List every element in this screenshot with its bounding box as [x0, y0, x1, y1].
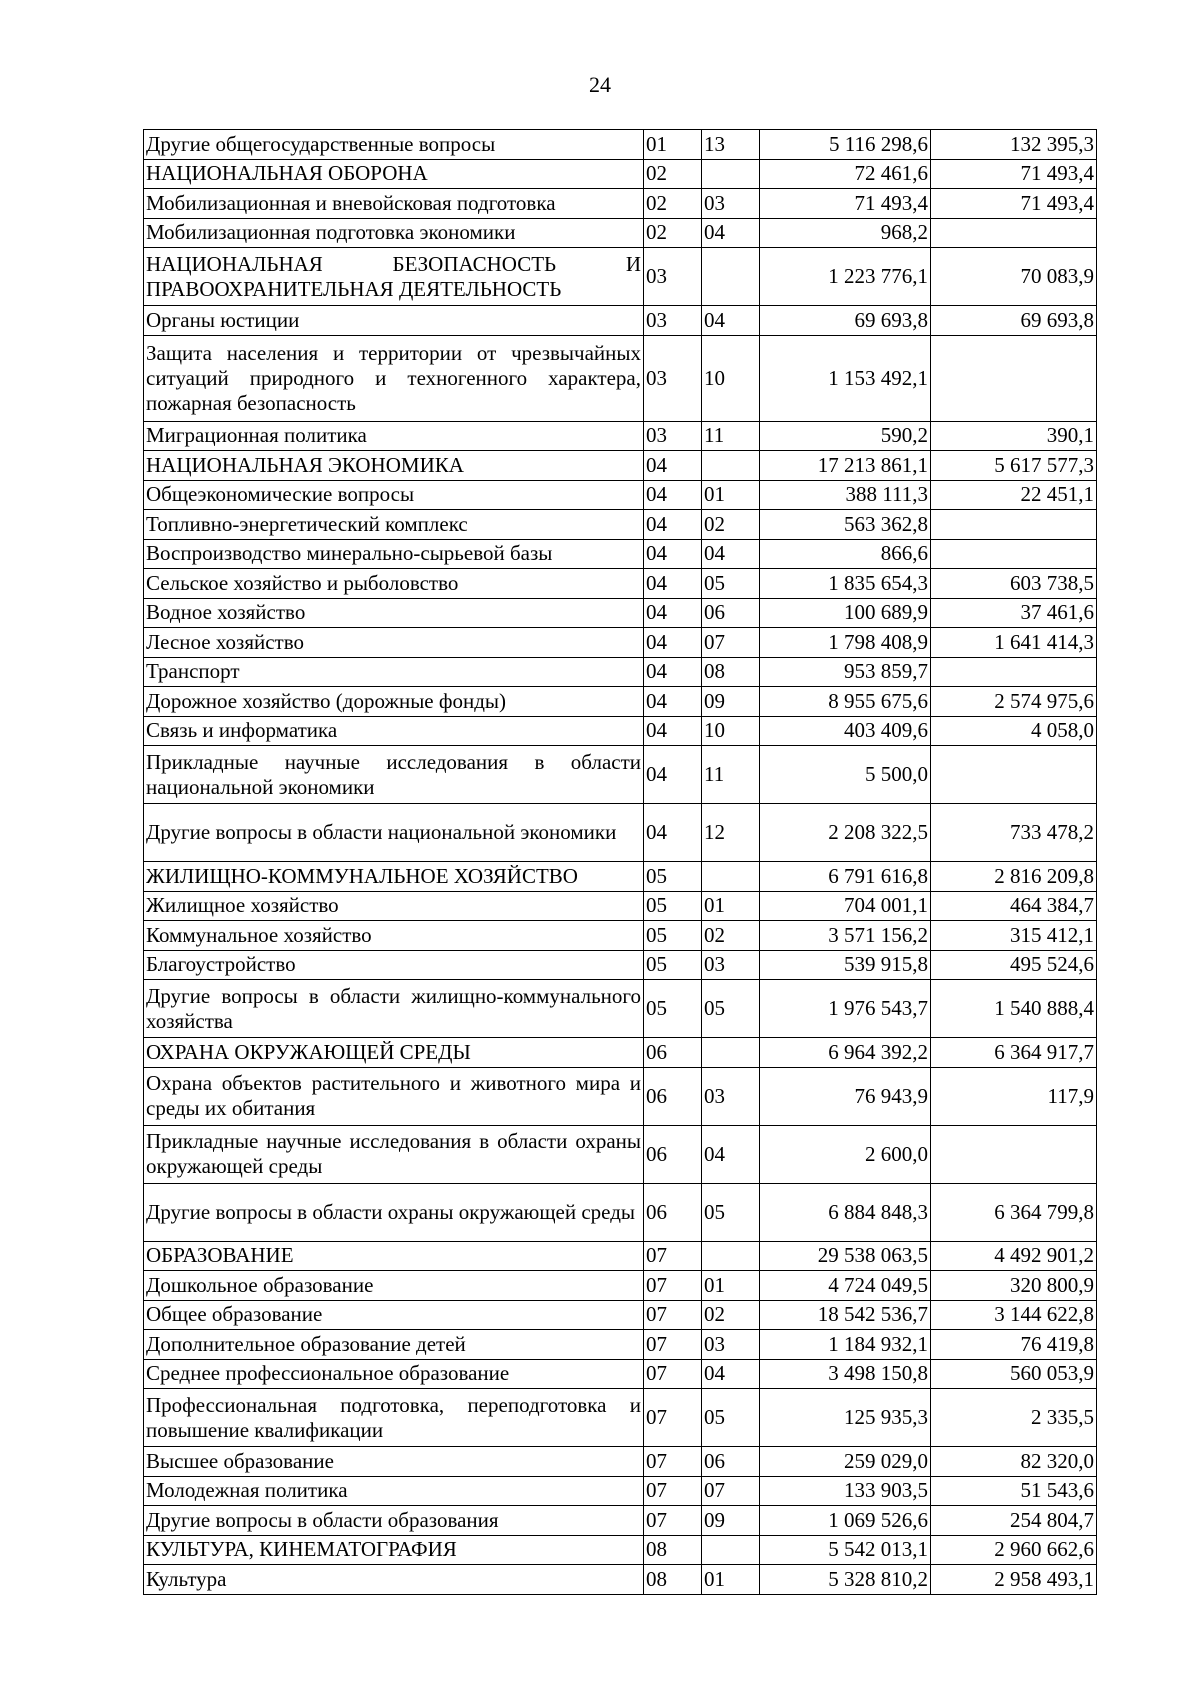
- total-amount-cell: 1 976 543,7: [760, 980, 931, 1038]
- subsection-code-cell: [702, 248, 760, 306]
- subsection-code-cell: 05: [702, 569, 760, 599]
- row-name-cell: Культура: [144, 1565, 644, 1595]
- subsection-code-cell: 04: [702, 539, 760, 569]
- subsection-code-cell: 03: [702, 189, 760, 219]
- table-row: [144, 510, 1097, 540]
- total-amount-cell: 2 600,0: [760, 1125, 931, 1183]
- row-name-cell: Сельское хозяйство и рыболовство: [144, 569, 644, 599]
- subsection-code-cell: 04: [702, 1359, 760, 1389]
- table-row: [144, 804, 1097, 862]
- section-code-cell: 03: [644, 335, 702, 421]
- table-row: [144, 1447, 1097, 1477]
- row-name-cell: НАЦИОНАЛЬНАЯ БЕЗОПАСНОСТЬ И ПРАВООХРАНИТЕЛЬНАЯ ДЕЯТЕЛЬНОСТЬ: [144, 248, 644, 306]
- subsection-code-cell: 05: [702, 1183, 760, 1241]
- subsection-code-cell: 05: [702, 1389, 760, 1447]
- total-amount-cell: 5 116 298,6: [760, 130, 931, 160]
- section-code-cell: 04: [644, 598, 702, 628]
- subsection-code-cell: 09: [702, 687, 760, 717]
- table-row: [144, 130, 1097, 160]
- row-name-cell: Связь и информатика: [144, 716, 644, 746]
- table-row: [144, 628, 1097, 658]
- row-name-cell: Топливно-энергетический комплекс: [144, 510, 644, 540]
- table-row: [144, 248, 1097, 306]
- section-code-cell: 08: [644, 1565, 702, 1595]
- total-amount-cell: 3 498 150,8: [760, 1359, 931, 1389]
- subsection-code-cell: 07: [702, 1476, 760, 1506]
- table-row: [144, 657, 1097, 687]
- row-name-cell: Благоустройство: [144, 950, 644, 980]
- total-amount-cell: 1 069 526,6: [760, 1506, 931, 1536]
- table-row: [144, 1359, 1097, 1389]
- row-name-cell: НАЦИОНАЛЬНАЯ ЭКОНОМИКА: [144, 451, 644, 481]
- section-code-cell: 02: [644, 159, 702, 189]
- total-amount-cell: 563 362,8: [760, 510, 931, 540]
- total-amount-cell: 403 409,6: [760, 716, 931, 746]
- subsection-code-cell: 10: [702, 716, 760, 746]
- subsection-code-cell: [702, 1241, 760, 1271]
- total-amount-cell: 29 538 063,5: [760, 1241, 931, 1271]
- section-code-cell: 05: [644, 862, 702, 892]
- subvention-amount-cell: 390,1: [931, 421, 1097, 451]
- subvention-amount-cell: 4 058,0: [931, 716, 1097, 746]
- subvention-amount-cell: 560 053,9: [931, 1359, 1097, 1389]
- total-amount-cell: 1 835 654,3: [760, 569, 931, 599]
- table-row: [144, 1300, 1097, 1330]
- row-name-cell: Общеэкономические вопросы: [144, 480, 644, 510]
- subvention-amount-cell: 5 617 577,3: [931, 451, 1097, 481]
- subvention-amount-cell: 71 493,4: [931, 189, 1097, 219]
- total-amount-cell: 6 791 616,8: [760, 862, 931, 892]
- total-amount-cell: 388 111,3: [760, 480, 931, 510]
- total-amount-cell: 71 493,4: [760, 189, 931, 219]
- subvention-amount-cell: 71 493,4: [931, 159, 1097, 189]
- table-row: [144, 687, 1097, 717]
- total-amount-cell: 2 208 322,5: [760, 804, 931, 862]
- section-code-cell: 06: [644, 1183, 702, 1241]
- section-code-cell: 05: [644, 980, 702, 1038]
- table-row: [144, 218, 1097, 248]
- section-code-cell: 08: [644, 1535, 702, 1565]
- subvention-amount-cell: 2 335,5: [931, 1389, 1097, 1447]
- row-name-cell: Транспорт: [144, 657, 644, 687]
- subvention-amount-cell: 1 540 888,4: [931, 980, 1097, 1038]
- subsection-code-cell: 01: [702, 891, 760, 921]
- section-code-cell: 04: [644, 510, 702, 540]
- row-name-cell: Другие вопросы в области образования: [144, 1506, 644, 1536]
- row-name-cell: Лесное хозяйство: [144, 628, 644, 658]
- section-code-cell: 04: [644, 716, 702, 746]
- total-amount-cell: 3 571 156,2: [760, 921, 931, 951]
- row-name-cell: Профессиональная подготовка, переподготовка и повышение квалификации: [144, 1389, 644, 1447]
- section-code-cell: 04: [644, 804, 702, 862]
- table-row: [144, 159, 1097, 189]
- table-row: [144, 950, 1097, 980]
- subsection-code-cell: 09: [702, 1506, 760, 1536]
- row-name-cell: Дорожное хозяйство (дорожные фонды): [144, 687, 644, 717]
- subsection-code-cell: [702, 1038, 760, 1068]
- section-code-cell: 02: [644, 189, 702, 219]
- subsection-code-cell: 01: [702, 1565, 760, 1595]
- total-amount-cell: 968,2: [760, 218, 931, 248]
- subvention-amount-cell: 254 804,7: [931, 1506, 1097, 1536]
- row-name-cell: Другие вопросы в области жилищно-коммунального хозяйства: [144, 980, 644, 1038]
- subvention-amount-cell: 603 738,5: [931, 569, 1097, 599]
- subvention-amount-cell: [931, 657, 1097, 687]
- row-name-cell: Прикладные научные исследования в области охраны окружающей среды: [144, 1125, 644, 1183]
- subvention-amount-cell: [931, 335, 1097, 421]
- section-code-cell: 03: [644, 421, 702, 451]
- total-amount-cell: 1 223 776,1: [760, 248, 931, 306]
- row-name-cell: Жилищное хозяйство: [144, 891, 644, 921]
- total-amount-cell: 953 859,7: [760, 657, 931, 687]
- subvention-amount-cell: 2 960 662,6: [931, 1535, 1097, 1565]
- section-code-cell: 03: [644, 306, 702, 336]
- total-amount-cell: 72 461,6: [760, 159, 931, 189]
- subvention-amount-cell: 733 478,2: [931, 804, 1097, 862]
- section-code-cell: 07: [644, 1506, 702, 1536]
- row-name-cell: Защита населения и территории от чрезвычайных ситуаций природного и техногенного характера, пожарная безопасность: [144, 335, 644, 421]
- row-name-cell: Дошкольное образование: [144, 1271, 644, 1301]
- section-code-cell: 04: [644, 746, 702, 804]
- table-row: [144, 451, 1097, 481]
- table-row: [144, 335, 1097, 421]
- subsection-code-cell: 01: [702, 480, 760, 510]
- total-amount-cell: 76 943,9: [760, 1067, 931, 1125]
- subvention-amount-cell: 3 144 622,8: [931, 1300, 1097, 1330]
- table-row: [144, 1125, 1097, 1183]
- subsection-code-cell: 06: [702, 1447, 760, 1477]
- section-code-cell: 07: [644, 1476, 702, 1506]
- section-code-cell: 04: [644, 480, 702, 510]
- table-row: [144, 1535, 1097, 1565]
- subsection-code-cell: [702, 451, 760, 481]
- budget-table: [143, 129, 1097, 1595]
- total-amount-cell: 125 935,3: [760, 1389, 931, 1447]
- subsection-code-cell: 03: [702, 1067, 760, 1125]
- total-amount-cell: 6 884 848,3: [760, 1183, 931, 1241]
- total-amount-cell: 5 328 810,2: [760, 1565, 931, 1595]
- section-code-cell: 04: [644, 451, 702, 481]
- subvention-amount-cell: 315 412,1: [931, 921, 1097, 951]
- subsection-code-cell: 03: [702, 950, 760, 980]
- subvention-amount-cell: [931, 746, 1097, 804]
- section-code-cell: 07: [644, 1300, 702, 1330]
- total-amount-cell: 18 542 536,7: [760, 1300, 931, 1330]
- total-amount-cell: 8 955 675,6: [760, 687, 931, 717]
- section-code-cell: 04: [644, 569, 702, 599]
- total-amount-cell: 17 213 861,1: [760, 451, 931, 481]
- section-code-cell: 04: [644, 539, 702, 569]
- total-amount-cell: 1 798 408,9: [760, 628, 931, 658]
- subvention-amount-cell: 464 384,7: [931, 891, 1097, 921]
- subsection-code-cell: 02: [702, 1300, 760, 1330]
- table-row: [144, 539, 1097, 569]
- row-name-cell: ОХРАНА ОКРУЖАЮЩЕЙ СРЕДЫ: [144, 1038, 644, 1068]
- row-name-cell: Мобилизационная подготовка экономики: [144, 218, 644, 248]
- subvention-amount-cell: 495 524,6: [931, 950, 1097, 980]
- total-amount-cell: 5 542 013,1: [760, 1535, 931, 1565]
- subvention-amount-cell: 82 320,0: [931, 1447, 1097, 1477]
- subsection-code-cell: [702, 159, 760, 189]
- table-row: [144, 1067, 1097, 1125]
- table-row: [144, 716, 1097, 746]
- subvention-amount-cell: [931, 1125, 1097, 1183]
- section-code-cell: 06: [644, 1067, 702, 1125]
- row-name-cell: Дополнительное образование детей: [144, 1330, 644, 1360]
- table-row: [144, 189, 1097, 219]
- page-number: 24: [589, 72, 611, 97]
- total-amount-cell: 1 153 492,1: [760, 335, 931, 421]
- row-name-cell: ОБРАЗОВАНИЕ: [144, 1241, 644, 1271]
- table-row: [144, 1241, 1097, 1271]
- row-name-cell: Прикладные научные исследования в области национальной экономики: [144, 746, 644, 804]
- subvention-amount-cell: 2 958 493,1: [931, 1565, 1097, 1595]
- subsection-code-cell: 05: [702, 980, 760, 1038]
- subsection-code-cell: 12: [702, 804, 760, 862]
- table-row: [144, 569, 1097, 599]
- subvention-amount-cell: [931, 510, 1097, 540]
- subvention-amount-cell: 320 800,9: [931, 1271, 1097, 1301]
- table-row: [144, 746, 1097, 804]
- table-row: [144, 1565, 1097, 1595]
- budget-table-body: [144, 130, 1097, 1595]
- row-name-cell: Другие вопросы в области национальной экономики: [144, 804, 644, 862]
- total-amount-cell: 133 903,5: [760, 1476, 931, 1506]
- table-row: [144, 921, 1097, 951]
- subsection-code-cell: 04: [702, 306, 760, 336]
- subsection-code-cell: [702, 862, 760, 892]
- section-code-cell: 07: [644, 1241, 702, 1271]
- section-code-cell: 06: [644, 1038, 702, 1068]
- subvention-amount-cell: 2 574 975,6: [931, 687, 1097, 717]
- subvention-amount-cell: 117,9: [931, 1067, 1097, 1125]
- table-row: [144, 1038, 1097, 1068]
- subsection-code-cell: 13: [702, 130, 760, 160]
- section-code-cell: 07: [644, 1271, 702, 1301]
- subsection-code-cell: 01: [702, 1271, 760, 1301]
- row-name-cell: Среднее профессиональное образование: [144, 1359, 644, 1389]
- subsection-code-cell: 08: [702, 657, 760, 687]
- section-code-cell: 01: [644, 130, 702, 160]
- section-code-cell: 04: [644, 628, 702, 658]
- subsection-code-cell: 06: [702, 598, 760, 628]
- total-amount-cell: 100 689,9: [760, 598, 931, 628]
- row-name-cell: Другие вопросы в области охраны окружающей среды: [144, 1183, 644, 1241]
- subvention-amount-cell: [931, 539, 1097, 569]
- subsection-code-cell: 02: [702, 921, 760, 951]
- table-row: [144, 480, 1097, 510]
- subvention-amount-cell: 51 543,6: [931, 1476, 1097, 1506]
- row-name-cell: Другие общегосударственные вопросы: [144, 130, 644, 160]
- table-row: [144, 1330, 1097, 1360]
- total-amount-cell: 704 001,1: [760, 891, 931, 921]
- subsection-code-cell: 03: [702, 1330, 760, 1360]
- row-name-cell: Мобилизационная и вневойсковая подготовка: [144, 189, 644, 219]
- table-row: [144, 1389, 1097, 1447]
- row-name-cell: НАЦИОНАЛЬНАЯ ОБОРОНА: [144, 159, 644, 189]
- section-code-cell: 05: [644, 921, 702, 951]
- table-row: [144, 1506, 1097, 1536]
- section-code-cell: 05: [644, 950, 702, 980]
- subvention-amount-cell: 1 641 414,3: [931, 628, 1097, 658]
- subvention-amount-cell: 6 364 799,8: [931, 1183, 1097, 1241]
- section-code-cell: 07: [644, 1359, 702, 1389]
- row-name-cell: Общее образование: [144, 1300, 644, 1330]
- section-code-cell: 03: [644, 248, 702, 306]
- row-name-cell: Органы юстиции: [144, 306, 644, 336]
- subvention-amount-cell: 2 816 209,8: [931, 862, 1097, 892]
- row-name-cell: Молодежная политика: [144, 1476, 644, 1506]
- table-row: [144, 862, 1097, 892]
- table-row: [144, 891, 1097, 921]
- section-code-cell: 04: [644, 657, 702, 687]
- subsection-code-cell: 02: [702, 510, 760, 540]
- table-row: [144, 980, 1097, 1038]
- row-name-cell: ЖИЛИЩНО-КОММУНАЛЬНОЕ ХОЗЯЙСТВО: [144, 862, 644, 892]
- row-name-cell: Охрана объектов растительного и животного мира и среды их обитания: [144, 1067, 644, 1125]
- subvention-amount-cell: 76 419,8: [931, 1330, 1097, 1360]
- total-amount-cell: 539 915,8: [760, 950, 931, 980]
- total-amount-cell: 259 029,0: [760, 1447, 931, 1477]
- section-code-cell: 07: [644, 1389, 702, 1447]
- row-name-cell: Коммунальное хозяйство: [144, 921, 644, 951]
- subsection-code-cell: 11: [702, 421, 760, 451]
- total-amount-cell: 1 184 932,1: [760, 1330, 931, 1360]
- table-row: [144, 1183, 1097, 1241]
- subsection-code-cell: 10: [702, 335, 760, 421]
- row-name-cell: КУЛЬТУРА, КИНЕМАТОГРАФИЯ: [144, 1535, 644, 1565]
- subsection-code-cell: 07: [702, 628, 760, 658]
- total-amount-cell: 69 693,8: [760, 306, 931, 336]
- table-row: [144, 1271, 1097, 1301]
- row-name-cell: Воспроизводство минерально-сырьевой базы: [144, 539, 644, 569]
- subvention-amount-cell: 132 395,3: [931, 130, 1097, 160]
- total-amount-cell: 5 500,0: [760, 746, 931, 804]
- subvention-amount-cell: 69 693,8: [931, 306, 1097, 336]
- subsection-code-cell: 04: [702, 218, 760, 248]
- subvention-amount-cell: 22 451,1: [931, 480, 1097, 510]
- subvention-amount-cell: 70 083,9: [931, 248, 1097, 306]
- total-amount-cell: 590,2: [760, 421, 931, 451]
- subvention-amount-cell: 6 364 917,7: [931, 1038, 1097, 1068]
- subvention-amount-cell: [931, 218, 1097, 248]
- subvention-amount-cell: 4 492 901,2: [931, 1241, 1097, 1271]
- total-amount-cell: 4 724 049,5: [760, 1271, 931, 1301]
- subvention-amount-cell: 37 461,6: [931, 598, 1097, 628]
- section-code-cell: 06: [644, 1125, 702, 1183]
- subsection-code-cell: [702, 1535, 760, 1565]
- table-row: [144, 306, 1097, 336]
- section-code-cell: 05: [644, 891, 702, 921]
- table-row: [144, 421, 1097, 451]
- table-row: [144, 1476, 1097, 1506]
- subsection-code-cell: 04: [702, 1125, 760, 1183]
- row-name-cell: Водное хозяйство: [144, 598, 644, 628]
- total-amount-cell: 866,6: [760, 539, 931, 569]
- row-name-cell: Высшее образование: [144, 1447, 644, 1477]
- total-amount-cell: 6 964 392,2: [760, 1038, 931, 1068]
- section-code-cell: 07: [644, 1330, 702, 1360]
- section-code-cell: 07: [644, 1447, 702, 1477]
- section-code-cell: 02: [644, 218, 702, 248]
- table-row: [144, 598, 1097, 628]
- subsection-code-cell: 11: [702, 746, 760, 804]
- row-name-cell: Миграционная политика: [144, 421, 644, 451]
- section-code-cell: 04: [644, 687, 702, 717]
